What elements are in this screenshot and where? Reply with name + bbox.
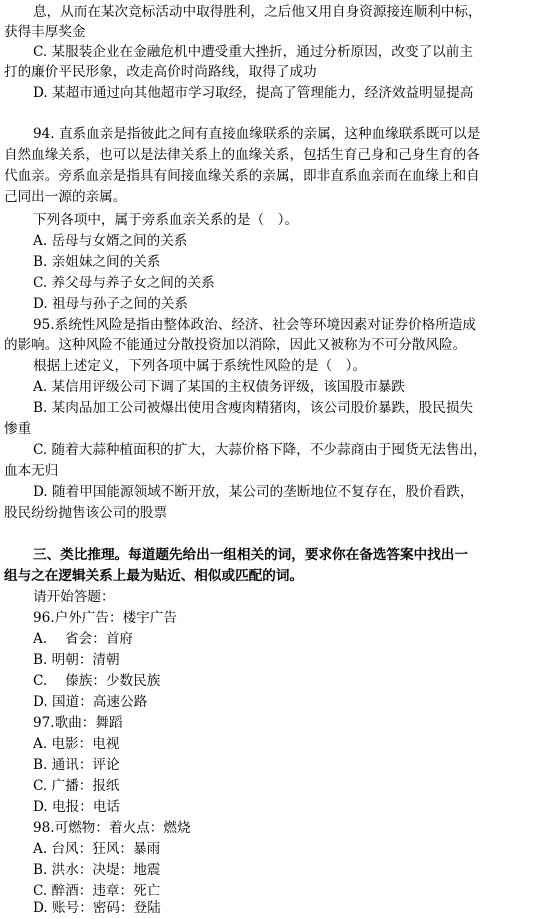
text-line: A. 省会：首府 xyxy=(33,631,134,647)
text-line: C. 随着大蒜种植面积的扩大，大蒜价格下降，不少蒜商由于囤货无法售出， xyxy=(33,442,487,458)
text-line: D. 祖母与孙子之间的关系 xyxy=(33,296,188,312)
text-line: C. 某服装企业在金融危机中遭受重大挫折，通过分析原因，改变了以前主 xyxy=(33,44,473,60)
text-line: 息，从而在某次竞标活动中取得胜利，之后他又用自身资源接连顺利中标， xyxy=(33,4,482,20)
text-line: 打的廉价平民形象，改走高价时尚路线，取得了成功 xyxy=(4,64,317,80)
text-line: B. 明朝：清朝 xyxy=(33,652,120,668)
text-line: B. 洪水：决堤：地震 xyxy=(33,862,161,878)
text-line: D. 国道：高速公路 xyxy=(33,694,148,710)
text-line: B. 某肉品加工公司被爆出使用含瘦肉精猪肉，该公司股价暴跌，股民损失 xyxy=(33,400,474,416)
text-line: D. 某超市通过向其他超市学习取经，提高了管理能力，经济效益明显提高 xyxy=(33,85,474,101)
blank-line xyxy=(4,104,554,125)
text-line: C. 广播：报纸 xyxy=(33,778,120,794)
text-line: C. 养父母与养子女之间的关系 xyxy=(33,275,215,291)
text-line: C. 傣族：少数民族 xyxy=(33,673,161,689)
text-line: B. 亲姐妹之间的关系 xyxy=(33,254,161,270)
text-line: 下列各项中，属于旁系血亲关系的是（ ）。 xyxy=(33,212,299,228)
text-line: 己同出一源的亲属。 xyxy=(4,189,127,205)
text-line: B. 通讯：评论 xyxy=(33,757,120,773)
text-line: A. 某信用评级公司下调了某国的主权债务评级，该国股市暴跌 xyxy=(33,379,405,395)
text-line: 获得丰厚奖金 xyxy=(4,24,86,40)
text-line: 股民纷纷抛售该公司的股票 xyxy=(4,505,168,521)
text-line: 96.户外广告：楼宇广告 xyxy=(33,610,177,626)
text-line: 惨重 xyxy=(4,421,32,437)
text-line: 血本无归 xyxy=(4,463,59,479)
blank-line xyxy=(4,524,554,545)
text-line: D. 随着甲国能源领域不断开放，某公司的垄断地位不复存在，股价看跌， xyxy=(33,484,474,500)
text-line: A. 电影：电视 xyxy=(33,736,120,752)
text-line: C. 醉酒：违章：死亡 xyxy=(33,883,161,899)
text-line: 的影响。这种风险不能通过分散投资加以消除，因此又被称为不可分散风险。 xyxy=(4,337,467,353)
text-line: 95.系统性风险是指由整体政治、经济、社会等环境因素对证券价格所造成 xyxy=(33,317,477,333)
text-line: 组与之在逻辑关系上最为贴近、相似或匹配的词。 xyxy=(4,568,304,584)
text-line: 自然血缘关系，也可以是法律关系上的血缘关系，包括生育己身和己身生育的各 xyxy=(4,147,480,163)
text-line: D. 账号：密码：登陆 xyxy=(33,900,161,916)
text-line: 根据上述定义，下列各项中属于系统性风险的是（ ）。 xyxy=(33,358,367,374)
text-line: 97.歌曲：舞蹈 xyxy=(33,715,123,731)
text-line: 98.可燃物：着火点：燃烧 xyxy=(33,820,191,836)
text-line: D. 电报：电话 xyxy=(33,799,121,815)
text-line: 请开始答题： xyxy=(33,589,115,605)
text-line: 三、类比推理。每道题先给出一组相关的词，要求你在备选答案中找出一 xyxy=(33,547,468,563)
text-line: A. 岳母与女婿之间的关系 xyxy=(33,233,188,249)
text-line: A. 台风：狂风：暴雨 xyxy=(33,841,161,857)
text-line: 代血亲。旁系血亲是指具有间接血缘关系的亲属，即非直系血亲而在血缘上和自 xyxy=(4,168,480,184)
text-line: 94. 直系血亲是指彼此之间有直接血缘联系的亲属，这种血缘联系既可以是 xyxy=(33,126,481,142)
